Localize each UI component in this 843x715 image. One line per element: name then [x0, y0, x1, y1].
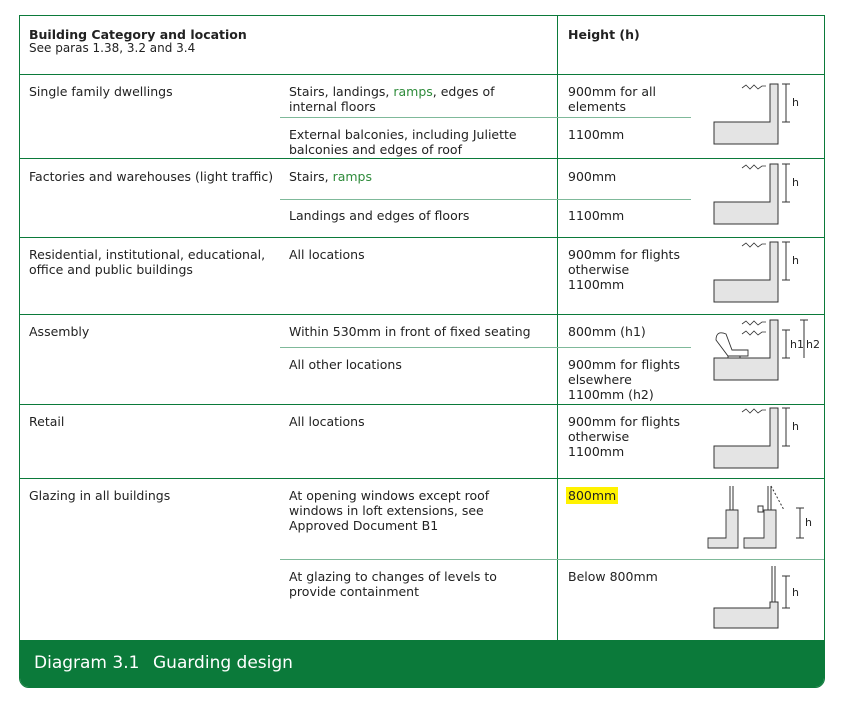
diagram-caption: [20, 640, 824, 688]
category-single-family: Single family dwellings: [29, 84, 173, 99]
category-retail: Retail: [29, 414, 65, 429]
row-divider: [20, 314, 824, 315]
column-divider: [557, 16, 558, 640]
location-cell: Stairs, ramps: [289, 169, 373, 184]
guard-diagram-retail: [708, 406, 808, 476]
height-cell: 900mm for flights otherwise 1100mm: [568, 247, 680, 292]
row-divider: [20, 158, 824, 159]
location-cell: All other locations: [289, 357, 402, 372]
category-header: Building Category and location: [29, 27, 247, 42]
caption-title: Guarding design: [153, 653, 293, 673]
highlighted-value: 800mm: [568, 488, 617, 503]
location-cell: Stairs, landings, ramps, edges of internal floors: [289, 84, 495, 114]
height-cell: 900mm: [568, 169, 617, 184]
h2-label: h2: [806, 338, 820, 351]
height-cell: 1100mm: [568, 208, 625, 223]
height-header: Height (h): [568, 27, 640, 42]
height-cell: 900mm for all elements: [568, 84, 656, 114]
height-cell: 1100mm: [568, 127, 625, 142]
row-divider: [20, 404, 824, 405]
category-assembly: Assembly: [29, 324, 90, 339]
guard-diagram-dwellings: [708, 82, 808, 152]
ramps-link[interactable]: ramps: [393, 84, 433, 99]
height-cell: 900mm for flights elsewhere 1100mm (h2): [568, 357, 680, 402]
guard-diagram-assembly: [708, 318, 818, 388]
ramps-link[interactable]: ramps: [332, 169, 373, 184]
location-cell: At opening windows except roof windows in loft extensions, see Approved Document B1: [289, 488, 490, 533]
guard-diagram-factories: [708, 162, 808, 232]
h-label: h: [792, 420, 799, 433]
h-label: h: [792, 586, 799, 599]
height-cell: Below 800mm: [568, 569, 658, 584]
location-cell: All locations: [289, 414, 365, 429]
location-cell: Landings and edges of floors: [289, 208, 470, 223]
category-glazing: Glazing in all buildings: [29, 488, 171, 503]
category-subheader: See paras 1.38, 3.2 and 3.4: [29, 41, 196, 55]
height-cell: 800mm (h1): [568, 324, 646, 339]
location-cell: At glazing to changes of levels to provide containment: [289, 569, 497, 599]
height-cell: 900mm for flights otherwise 1100mm: [568, 414, 680, 459]
h-label: h: [792, 96, 799, 109]
guard-diagram-glazing-windows: [706, 482, 816, 552]
category-factories: Factories and warehouses (light traffic): [29, 169, 274, 184]
location-cell: External balconies, including Juliette balconies and edges of roof: [289, 127, 517, 157]
height-cell: [568, 488, 618, 503]
header-divider: [20, 74, 824, 75]
location-cell: Within 530mm in front of fixed seating: [289, 324, 531, 339]
row-divider: [20, 237, 824, 238]
h-label: h: [792, 254, 799, 267]
guarding-table: [19, 15, 825, 688]
guard-diagram-residential: [708, 240, 808, 310]
sub-row-divider: [280, 559, 824, 560]
category-residential: Residential, institutional, educational, office and public buildings: [29, 247, 266, 277]
caption-number: Diagram 3.1: [34, 653, 140, 673]
row-divider: [20, 478, 824, 479]
guard-diagram-glazing-containment: [708, 564, 808, 634]
h1-label: h1: [790, 338, 804, 351]
h-label: h: [792, 176, 799, 189]
sub-row-divider: [280, 347, 691, 348]
h-label: h: [805, 516, 812, 529]
location-cell: All locations: [289, 247, 365, 262]
sub-row-divider: [280, 199, 691, 200]
sub-row-divider: [280, 117, 691, 118]
